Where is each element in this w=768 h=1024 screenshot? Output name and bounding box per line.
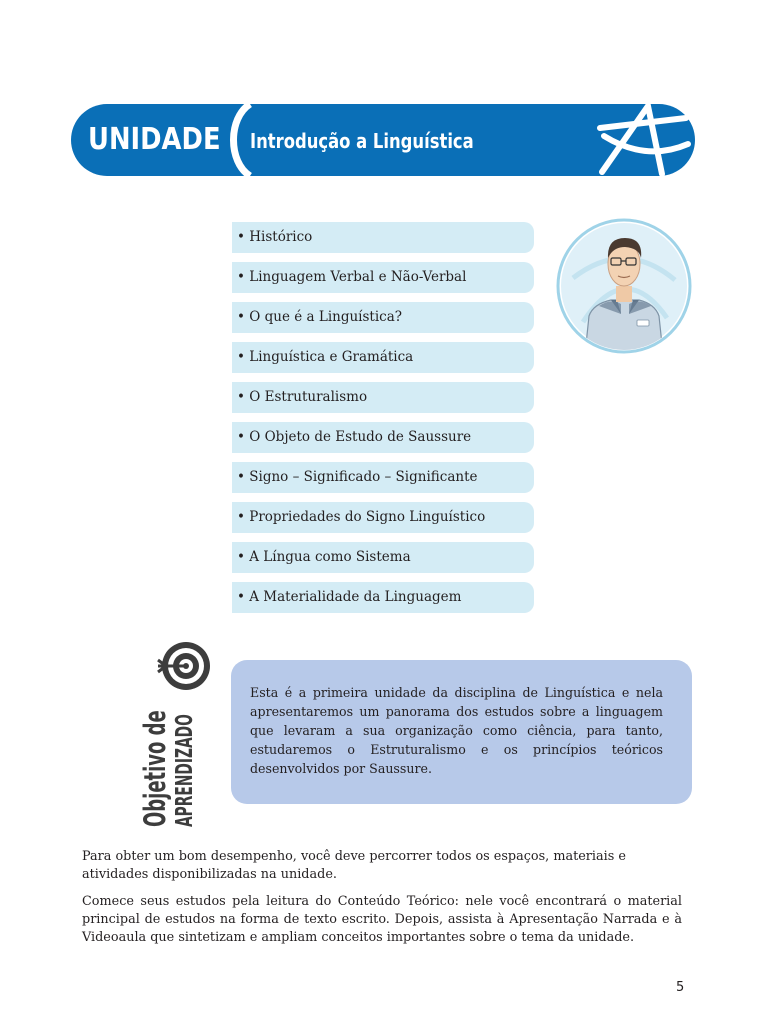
topic-item: • A Materialidade da Linguagem xyxy=(232,582,534,613)
topic-item: • A Língua como Sistema xyxy=(232,542,534,573)
unit-title: Introdução a Linguística xyxy=(250,129,474,153)
unit-label: UNIDADE xyxy=(88,122,221,157)
topic-item: • Signo – Significado – Significante xyxy=(232,462,534,493)
topic-item: • O que é a Linguística? xyxy=(232,302,534,333)
objective-label xyxy=(133,691,217,827)
objective-label-line2: APRENDIZADO xyxy=(172,714,198,827)
objective-box xyxy=(231,660,692,804)
professor-illustration xyxy=(555,218,693,354)
page-number: 5 xyxy=(676,980,685,995)
target-arrow-icon xyxy=(156,640,212,692)
topic-item: • Linguística e Gramática xyxy=(232,342,534,373)
topic-item: • O Estruturalismo xyxy=(232,382,534,413)
topic-item: • Propriedades do Signo Linguístico xyxy=(232,502,534,533)
topic-item: • O Objeto de Estudo de Saussure xyxy=(232,422,534,453)
topic-item: • Linguagem Verbal e Não-Verbal xyxy=(232,262,534,293)
topic-item: • Histórico xyxy=(232,222,534,253)
body-paragraph-2: Comece seus estudos pela leitura do Conteúdo Teórico: nele você encontrará o material principal de estudos na forma de texto escrito. Depois, assista à Apresentação Narrada e à Videoaula que sintetizam e ampliam conceitos importantes sobre o tema da unidade. xyxy=(82,894,682,945)
star-orbit-icon xyxy=(596,100,692,180)
body-paragraph-1: Para obter um bom desempenho, você deve percorrer todos os espaços, materiais e atividades disponibilizadas na unidade. xyxy=(82,849,626,882)
objective-label-line1: Objetivo de xyxy=(138,710,172,827)
objective-text: Esta é a primeira unidade da disciplina de Linguística e nela apresentaremos um panorama dos estudos sobre a linguagem que levaram a sua organização como ciência, para tanto, estudaremos o Estruturalismo e os princípios teóricos desenvolvidos por Saussure. xyxy=(250,685,663,776)
topics-list xyxy=(232,222,534,622)
